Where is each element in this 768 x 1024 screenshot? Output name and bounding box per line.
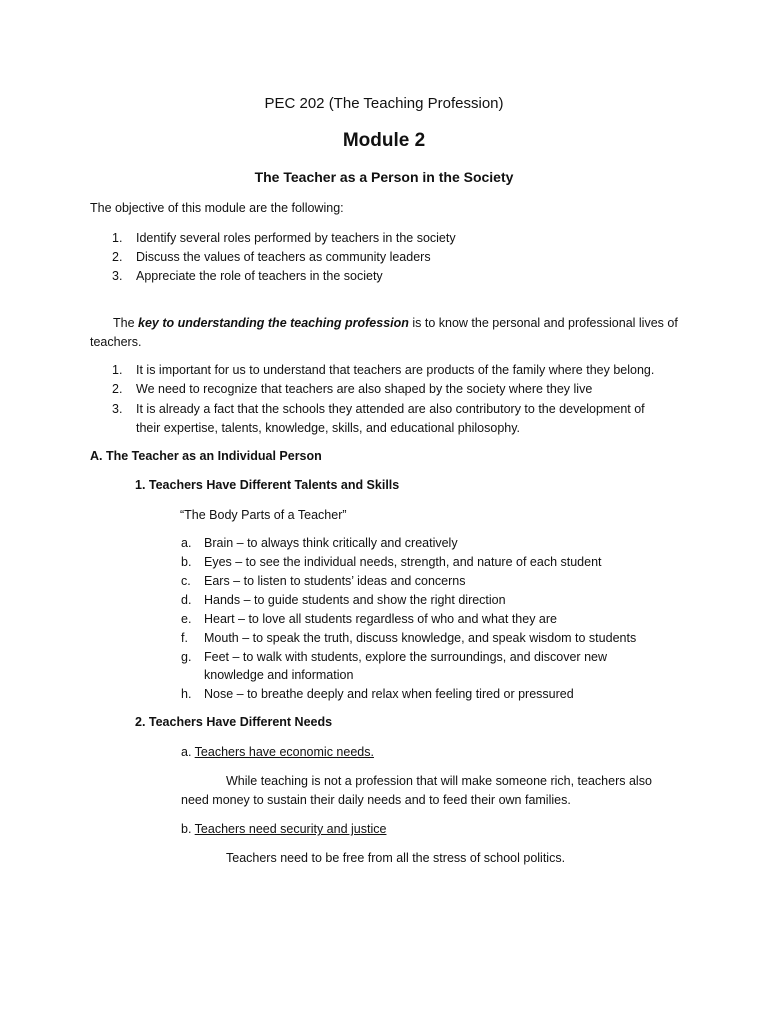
list-item: Nose – to breathe deeply and relax when feeling tired or pressured: [204, 687, 574, 701]
list-item: Ears – to listen to students’ ideas and concerns: [204, 574, 466, 588]
need-a-heading: [181, 744, 374, 760]
list-item: Eyes – to see the individual needs, strength, and nature of each student: [204, 555, 602, 569]
list-number: 3.: [112, 269, 123, 283]
key-paragraph-line2: teachers.: [90, 335, 142, 349]
need-a-paragraph-line2: need money to sustain their daily needs and to feed their own families.: [181, 793, 571, 807]
key-post: is to know the personal and professional lives of: [408, 316, 678, 330]
list-item-continuation: knowledge and information: [204, 668, 354, 682]
list-item: Feet – to walk with students, explore the surroundings, and discover new: [204, 650, 607, 664]
list-item: Heart – to love all students regardless of who and what they are: [204, 612, 557, 626]
list-number: 2.: [112, 382, 123, 396]
list-letter: h.: [181, 687, 192, 701]
key-paragraph: [113, 315, 678, 331]
subsection-2-heading: 2. Teachers Have Different Needs: [135, 715, 333, 729]
list-item: It is already a fact that the schools they attended are also contributory to the development of: [136, 402, 645, 416]
list-letter: c.: [181, 574, 191, 588]
list-item: Identify several roles performed by teachers in the society: [136, 231, 456, 245]
course-title: PEC 202 (The Teaching Profession): [264, 95, 504, 112]
list-item: Discuss the values of teachers as community leaders: [136, 250, 431, 264]
need-b-title: Teachers need security and justice: [194, 822, 387, 836]
list-item: It is important for us to understand that teachers are products of the family where they belong.: [136, 363, 655, 377]
need-a-label: a.: [181, 745, 195, 759]
need-b-heading: [181, 821, 386, 837]
subsection-1-heading: 1. Teachers Have Different Talents and Skills: [135, 478, 400, 492]
list-number: 3.: [112, 402, 123, 416]
list-letter: e.: [181, 612, 192, 626]
list-number: 1.: [112, 363, 123, 377]
need-b-paragraph: Teachers need to be free from all the stress of school politics.: [226, 851, 566, 865]
objectives-intro: The objective of this module are the following:: [90, 201, 344, 215]
list-item-continuation: their expertise, talents, knowledge, skills, and educational philosophy.: [136, 421, 521, 435]
list-letter: a.: [181, 536, 192, 550]
need-b-label: b.: [181, 822, 195, 836]
list-item: Hands – to guide students and show the right direction: [204, 593, 506, 607]
list-letter: b.: [181, 555, 192, 569]
need-a-paragraph: While teaching is not a profession that will make someone rich, teachers also: [226, 774, 652, 788]
key-pre: The: [113, 316, 139, 330]
list-item: Brain – to always think critically and creatively: [204, 536, 458, 550]
list-item: We need to recognize that teachers are also shaped by the society where they live: [136, 382, 593, 396]
list-letter: d.: [181, 593, 192, 607]
module-title: Module 2: [342, 130, 426, 151]
list-number: 1.: [112, 231, 123, 245]
key-emphasis: key to understanding the teaching profession: [138, 316, 409, 330]
body-parts-quote: “The Body Parts of a Teacher”: [180, 508, 347, 522]
list-item: Mouth – to speak the truth, discuss knowledge, and speak wisdom to students: [204, 631, 637, 645]
module-subtitle: The Teacher as a Person in the Society: [254, 169, 514, 185]
section-a-heading: A. The Teacher as an Individual Person: [90, 449, 322, 463]
list-letter: g.: [181, 650, 192, 664]
list-letter: f.: [181, 631, 188, 645]
need-a-title: Teachers have economic needs.: [194, 745, 374, 759]
list-number: 2.: [112, 250, 123, 264]
list-item: Appreciate the role of teachers in the society: [136, 269, 383, 283]
